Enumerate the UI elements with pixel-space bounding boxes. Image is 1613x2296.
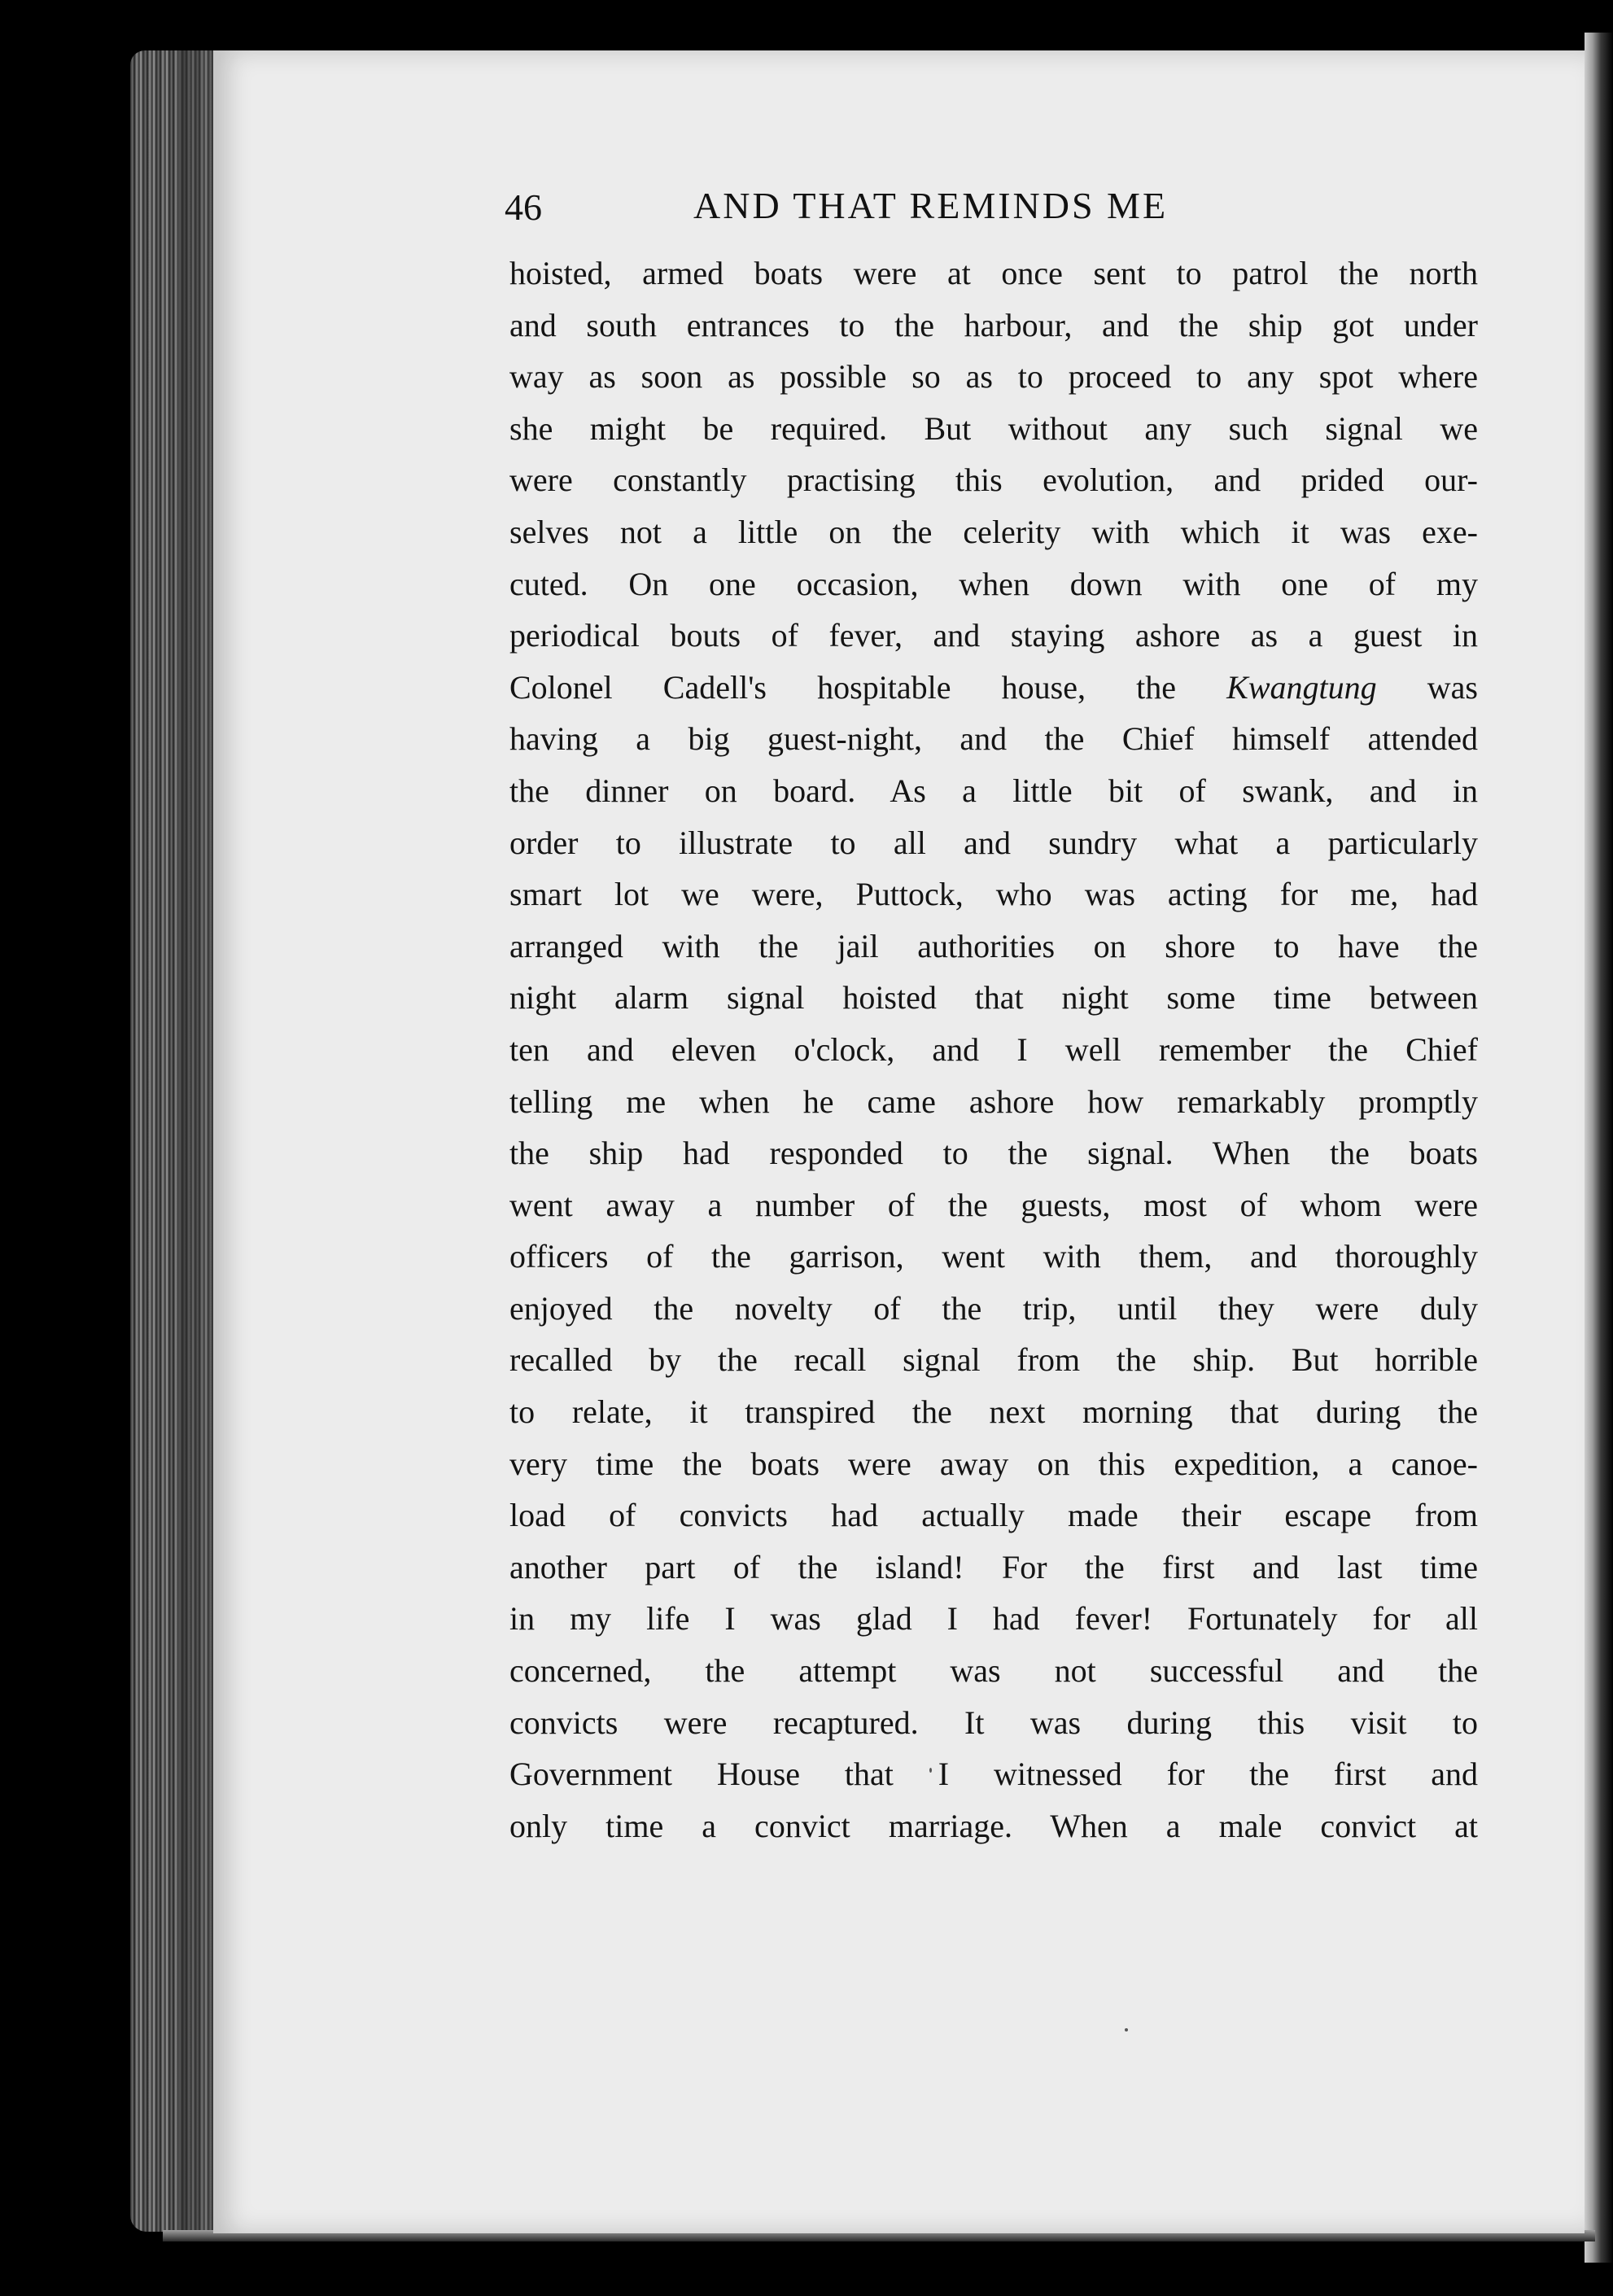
text-line: to relate, it transpired the next morning that during the (509, 1393, 1478, 1431)
text-line: very time the boats were away on this expedition, a canoe- (509, 1445, 1478, 1482)
text-line: the dinner on board. As a little bit of swank, and in (509, 772, 1478, 809)
text-line: night alarm signal hoisted that night some time between (509, 979, 1478, 1017)
text-line: arranged with the jail authorities on shore to have the (509, 927, 1478, 964)
text-line: were constantly practising this evolution, and prided our- (509, 461, 1478, 499)
text-line: hoisted, armed boats were at once sent to patrol the north (509, 255, 1478, 291)
text-line: way as soon as possible so as to proceed to any spot where (509, 358, 1478, 396)
text-line: enjoyed the novelty of the trip, until they were duly (509, 1289, 1478, 1327)
text-line: and south entrances to the harbour, and the ship got under (509, 306, 1478, 343)
text-line: selves not a little on the celerity with which it was exe- (509, 513, 1478, 550)
page-block-edge (130, 50, 220, 2232)
text-line: smart lot we were, Puttock, who was acting for me, had (509, 876, 1478, 913)
binding-strip (1585, 33, 1613, 2263)
text-line: she might be required. But without any such signal we (509, 409, 1478, 447)
text-line: concerned, the attempt was not successful and the (509, 1652, 1478, 1690)
text-line: convicts were recaptured. It was during this visit to (509, 1703, 1478, 1741)
page-number: 46 (505, 186, 542, 228)
running-head (505, 181, 1318, 238)
text-line: the ship had responded to the signal. When the boats (509, 1135, 1478, 1172)
text-line: only time a convict marriage. When a male convict at (509, 1807, 1478, 1844)
ink-speck (1125, 2028, 1128, 2031)
text-line: officers of the garrison, went with them, and thoroughly (509, 1238, 1478, 1275)
text-line: Government House that I witnessed for the first and (509, 1756, 1478, 1793)
text-line: went away a number of the guests, most of whom were (509, 1186, 1478, 1223)
text-line: having a big guest-night, and the Chief himself attended (509, 720, 1478, 758)
text-line: ten and eleven o'clock, and I well remember the Chief (509, 1030, 1478, 1068)
running-title: AND THAT REMINDS ME (693, 185, 1169, 226)
text-line: load of convicts had actually made their escape from (509, 1497, 1478, 1534)
text-line: another part of the island! For the first and last time (509, 1548, 1478, 1585)
text-line: in my life I was glad I had fever! Fortunately for all (509, 1600, 1478, 1638)
ship-name: Kwangtung (1226, 668, 1377, 706)
text-line: cuted. On one occasion, when down with one of my (509, 565, 1478, 602)
text-line: order to illustrate to all and sundry what a particularly (509, 824, 1478, 861)
text-line: telling me when he came ashore how remarkably promptly (509, 1082, 1478, 1120)
text-line: periodical bouts of fever, and staying ashore as a guest in (509, 617, 1478, 654)
body-text (509, 247, 1478, 1852)
text-line: Colonel Cadell's hospitable house, the Kwangtung was (509, 668, 1478, 706)
text-line: recalled by the recall signal from the ship. But horrible (509, 1341, 1478, 1379)
